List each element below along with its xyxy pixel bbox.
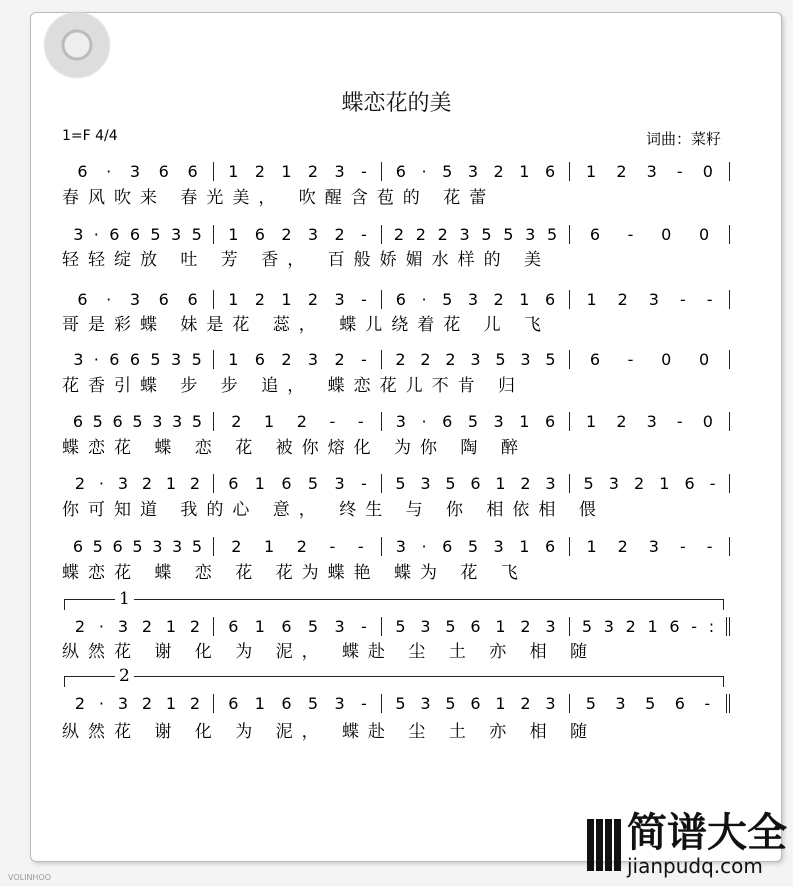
note: 6	[281, 694, 292, 713]
note: 6	[544, 290, 556, 309]
note: 1	[586, 412, 597, 431]
note: 5	[92, 537, 103, 556]
note: 6	[281, 617, 292, 636]
measure	[62, 694, 214, 713]
note: 5	[581, 617, 593, 636]
note: 2	[633, 474, 645, 493]
note: -	[361, 162, 367, 181]
note: 5	[307, 617, 319, 636]
note: -	[357, 537, 364, 556]
note: 2	[74, 694, 86, 713]
measure	[214, 537, 382, 556]
note: 2	[189, 694, 201, 713]
note: 2	[445, 350, 456, 369]
note: -	[361, 350, 367, 369]
note: 3	[545, 694, 556, 713]
measure	[570, 694, 730, 713]
note: 6	[112, 537, 123, 556]
note: ·	[421, 537, 427, 556]
note: 6	[684, 474, 695, 493]
note: 6	[228, 474, 239, 493]
note: 3	[117, 694, 129, 713]
note: 2	[520, 474, 531, 493]
note: 1	[281, 290, 292, 309]
note: 6	[281, 474, 292, 493]
note: 3	[395, 412, 406, 431]
note: -	[357, 412, 364, 431]
note: 3	[646, 412, 657, 431]
note: 3	[467, 162, 479, 181]
measure	[62, 412, 214, 431]
note: 3	[615, 694, 626, 713]
note: 1	[586, 290, 597, 309]
note: -	[361, 225, 367, 244]
measure	[62, 162, 214, 181]
note: 6	[109, 350, 120, 369]
note: ·	[98, 474, 105, 493]
note: 2	[334, 350, 345, 369]
note: 5	[395, 617, 406, 636]
note: 3	[646, 162, 657, 181]
note: ·	[93, 350, 99, 369]
note: 2	[231, 412, 242, 431]
note: 5	[445, 694, 456, 713]
note: 2	[617, 290, 628, 309]
note: 6	[228, 617, 239, 636]
note: 1	[495, 617, 506, 636]
measure	[214, 474, 382, 493]
note: 5	[503, 225, 514, 244]
lyric-line: 春风吹来 春光美， 吹醒含苞的 花蕾	[62, 188, 496, 208]
note: 6	[674, 694, 685, 713]
lyric-line: 花香引蝶 步 步 追， 蝶恋花儿不肯 归	[62, 376, 525, 396]
note: -	[627, 350, 634, 369]
measure	[214, 225, 382, 244]
note: 1	[165, 694, 177, 713]
measure	[214, 694, 382, 713]
note: 1	[495, 474, 506, 493]
notation-row	[62, 474, 730, 493]
note: 5	[191, 350, 202, 369]
measure	[214, 162, 382, 181]
note: 3	[307, 225, 319, 244]
note: 5	[132, 412, 143, 431]
note: 6	[470, 694, 481, 713]
note: 6	[77, 162, 88, 181]
measure	[382, 474, 570, 493]
note: 2	[415, 225, 426, 244]
note: 6	[187, 162, 198, 181]
note: 0	[702, 412, 713, 431]
note: 3	[73, 225, 84, 244]
notation-row	[62, 694, 730, 713]
note: 2	[395, 350, 406, 369]
measure	[62, 617, 214, 636]
note: 5	[395, 694, 406, 713]
note: -	[329, 412, 336, 431]
note: 5	[585, 694, 596, 713]
note: 1	[586, 537, 597, 556]
measure	[382, 537, 570, 556]
measure	[382, 290, 570, 309]
measure	[62, 290, 214, 309]
note: 3	[129, 290, 141, 309]
note: 1	[264, 412, 275, 431]
note: 6	[254, 225, 265, 244]
note: 5	[481, 225, 492, 244]
note: 3	[334, 474, 345, 493]
note: 3	[467, 290, 479, 309]
note: 2	[334, 225, 345, 244]
notation-row	[62, 412, 730, 431]
note: -	[706, 537, 713, 556]
note: 6	[129, 225, 141, 244]
note: 3	[152, 537, 163, 556]
note: ·	[106, 290, 112, 309]
note: 2	[520, 617, 531, 636]
note: 6	[158, 290, 169, 309]
note: 3	[117, 617, 129, 636]
key-signature: 1=F 4/4	[62, 128, 118, 144]
measure	[62, 225, 214, 244]
note: 5	[445, 474, 456, 493]
measure	[570, 290, 730, 309]
note: 1	[254, 617, 265, 636]
note: 2	[617, 537, 628, 556]
notation-row	[62, 225, 730, 244]
note: 3	[525, 225, 536, 244]
note: 3	[172, 412, 183, 431]
note: 6	[442, 412, 453, 431]
note: 6	[544, 162, 556, 181]
flower-decoration	[42, 10, 112, 80]
note: 1	[495, 694, 506, 713]
note: 1	[519, 162, 530, 181]
note: 3	[459, 225, 470, 244]
note: 5	[395, 474, 406, 493]
note: 6	[228, 694, 239, 713]
note: 2	[616, 412, 627, 431]
note: 3	[73, 350, 84, 369]
note: 1	[165, 474, 177, 493]
note: 3	[129, 162, 141, 181]
note: -	[361, 617, 367, 636]
note: 3	[470, 350, 481, 369]
note: 1	[228, 225, 239, 244]
note: -	[361, 694, 367, 713]
author: 词曲：菜籽	[645, 130, 721, 148]
note: 6	[470, 474, 481, 493]
note: 5	[545, 350, 556, 369]
note: 3	[420, 617, 431, 636]
note: 6	[112, 412, 123, 431]
note: 3	[334, 162, 345, 181]
note: 1	[519, 537, 530, 556]
lyric-line: 哥是彩蝶 妹是花 蕊， 蝶儿绕着花 儿 飞	[62, 315, 551, 335]
note: 2	[307, 162, 319, 181]
note: 1	[254, 474, 265, 493]
note: 6	[77, 290, 88, 309]
note: 5	[191, 225, 202, 244]
note: 3	[307, 350, 319, 369]
measure	[570, 474, 730, 493]
notation-row	[62, 617, 730, 636]
note: 6	[109, 225, 120, 244]
note: -	[679, 290, 686, 309]
note: 3	[493, 537, 504, 556]
notation-row	[62, 290, 730, 309]
note: 5	[92, 412, 103, 431]
note: 5	[442, 162, 453, 181]
note: 2	[189, 474, 201, 493]
note: 5	[467, 537, 479, 556]
note: 1	[264, 537, 275, 556]
note: -	[709, 474, 716, 493]
notation-row	[62, 350, 730, 369]
notation-row	[62, 537, 730, 556]
note: :	[708, 617, 715, 636]
note: 6	[589, 225, 601, 244]
note: 3	[420, 474, 431, 493]
song-title: 蝶恋花的美	[341, 91, 452, 116]
note: ·	[421, 162, 427, 181]
note: 2	[254, 162, 265, 181]
note: 1	[165, 617, 177, 636]
note: 3	[334, 694, 345, 713]
measure	[382, 694, 570, 713]
note: 2	[141, 617, 153, 636]
measure	[382, 162, 570, 181]
measure	[382, 412, 570, 431]
note: 5	[445, 617, 456, 636]
note: 2	[493, 290, 504, 309]
note: 2	[74, 474, 86, 493]
note: 2	[141, 694, 153, 713]
measure	[214, 412, 382, 431]
note: 2	[393, 225, 405, 244]
note: -	[704, 694, 711, 713]
note: 0	[698, 225, 710, 244]
note: -	[706, 290, 713, 309]
note: 5	[150, 350, 161, 369]
note: 3	[648, 537, 659, 556]
note: 2	[296, 412, 307, 431]
note: 3	[395, 537, 406, 556]
note: 6	[72, 537, 84, 556]
note: 2	[281, 350, 292, 369]
measure	[62, 350, 214, 369]
note: 3	[420, 694, 431, 713]
note: ·	[106, 162, 112, 181]
note: 1	[647, 617, 658, 636]
site-logo	[587, 812, 787, 878]
note: 6	[129, 350, 141, 369]
logo-name: 简谱大全	[627, 810, 787, 856]
note: 2	[74, 617, 86, 636]
note: 5	[150, 225, 161, 244]
note: 3	[152, 412, 163, 431]
note: -	[691, 617, 697, 636]
note: 3	[172, 537, 183, 556]
note: 6	[395, 290, 406, 309]
measure	[570, 537, 730, 556]
measure	[214, 350, 382, 369]
note: 2	[420, 350, 431, 369]
note: 3	[545, 617, 556, 636]
note: -	[361, 290, 367, 309]
note: 5	[132, 537, 143, 556]
note: 6	[395, 162, 406, 181]
note: 2	[296, 537, 307, 556]
note: 2	[281, 225, 292, 244]
note: 3	[170, 225, 182, 244]
note: 3	[545, 474, 556, 493]
note: 6	[589, 350, 601, 369]
note: 3	[493, 412, 504, 431]
note: 1	[519, 290, 530, 309]
note: 6	[544, 537, 556, 556]
measure	[570, 350, 730, 369]
lyric-line: 纵然花 谢 化 为 泥， 蝶赴 尘 土 亦 相 随	[62, 722, 597, 742]
note: 1	[228, 350, 239, 369]
lyric-line: 轻轻绽放 吐 芳 香， 百般娇媚水样的 美	[62, 250, 551, 270]
note: 0	[702, 162, 713, 181]
volta-number: 2	[115, 667, 134, 685]
note: 3	[520, 350, 531, 369]
note: -	[361, 474, 367, 493]
measure	[570, 225, 730, 244]
note: 3	[648, 290, 659, 309]
note: 5	[307, 694, 319, 713]
note: -	[676, 162, 683, 181]
lyric-line: 蝶恋花 蝶 恋 花 花为蝶艳 蝶为 花 飞	[62, 563, 527, 583]
measure	[570, 617, 730, 636]
note: 1	[659, 474, 670, 493]
note: 5	[645, 694, 656, 713]
note: 3	[117, 474, 129, 493]
note: 5	[467, 412, 479, 431]
note: 0	[698, 350, 710, 369]
note: 6	[544, 412, 556, 431]
note: 1	[228, 162, 239, 181]
lyric-line: 纵然花 谢 化 为 泥， 蝶赴 尘 土 亦 相 随	[62, 642, 597, 662]
watermark: VOLINHOO	[8, 873, 52, 882]
note: 5	[583, 474, 594, 493]
note: 3	[170, 350, 182, 369]
note: 2	[231, 537, 242, 556]
note: 6	[158, 162, 169, 181]
measure	[382, 617, 570, 636]
measure	[570, 412, 730, 431]
note: 1	[519, 412, 530, 431]
note: 5	[191, 537, 203, 556]
note: 6	[669, 617, 680, 636]
volta-bracket	[64, 666, 724, 687]
note: 2	[625, 617, 636, 636]
note: 2	[254, 290, 265, 309]
note: 2	[189, 617, 201, 636]
note: 0	[661, 225, 672, 244]
note: 2	[141, 474, 153, 493]
notation-row	[62, 162, 730, 181]
volta-number: 1	[115, 590, 134, 608]
note: 3	[334, 617, 345, 636]
note: 5	[191, 412, 203, 431]
note: 2	[616, 162, 627, 181]
note: 5	[495, 350, 506, 369]
note: 6	[72, 412, 84, 431]
note: -	[676, 412, 683, 431]
note: ·	[93, 225, 99, 244]
note: 6	[187, 290, 198, 309]
measure	[62, 537, 214, 556]
note: 2	[307, 290, 319, 309]
note: -	[329, 537, 336, 556]
note: 2	[520, 694, 531, 713]
piano-icon	[587, 819, 621, 871]
note: 2	[493, 162, 504, 181]
note: ·	[421, 290, 427, 309]
note: -	[679, 537, 686, 556]
note: ·	[98, 694, 105, 713]
note: -	[627, 225, 634, 244]
note: 3	[603, 617, 614, 636]
note: 1	[228, 290, 239, 309]
note: 1	[586, 162, 597, 181]
measure	[62, 474, 214, 493]
note: 5	[307, 474, 319, 493]
lyric-line: 蝶恋花 蝶 恋 花 被你熔化 为你 陶 醉	[62, 438, 527, 458]
note: 5	[442, 290, 453, 309]
note: 1	[254, 694, 265, 713]
note: 1	[281, 162, 292, 181]
note: 3	[334, 290, 345, 309]
measure	[382, 350, 570, 369]
note: 6	[254, 350, 265, 369]
lyric-line: 你可知道 我的心 意， 终生 与 你 相依相 偎	[62, 500, 605, 520]
note: 3	[608, 474, 619, 493]
note: 2	[437, 225, 448, 244]
note: ·	[98, 617, 105, 636]
note: 0	[661, 350, 672, 369]
note: 6	[442, 537, 453, 556]
measure	[214, 290, 382, 309]
measure	[382, 225, 570, 244]
note: ·	[421, 412, 427, 431]
note: 6	[470, 617, 481, 636]
logo-url: jianpudq.com	[627, 854, 763, 878]
measure	[570, 162, 730, 181]
note: 5	[546, 225, 558, 244]
volta-bracket	[64, 589, 724, 610]
measure	[214, 617, 382, 636]
